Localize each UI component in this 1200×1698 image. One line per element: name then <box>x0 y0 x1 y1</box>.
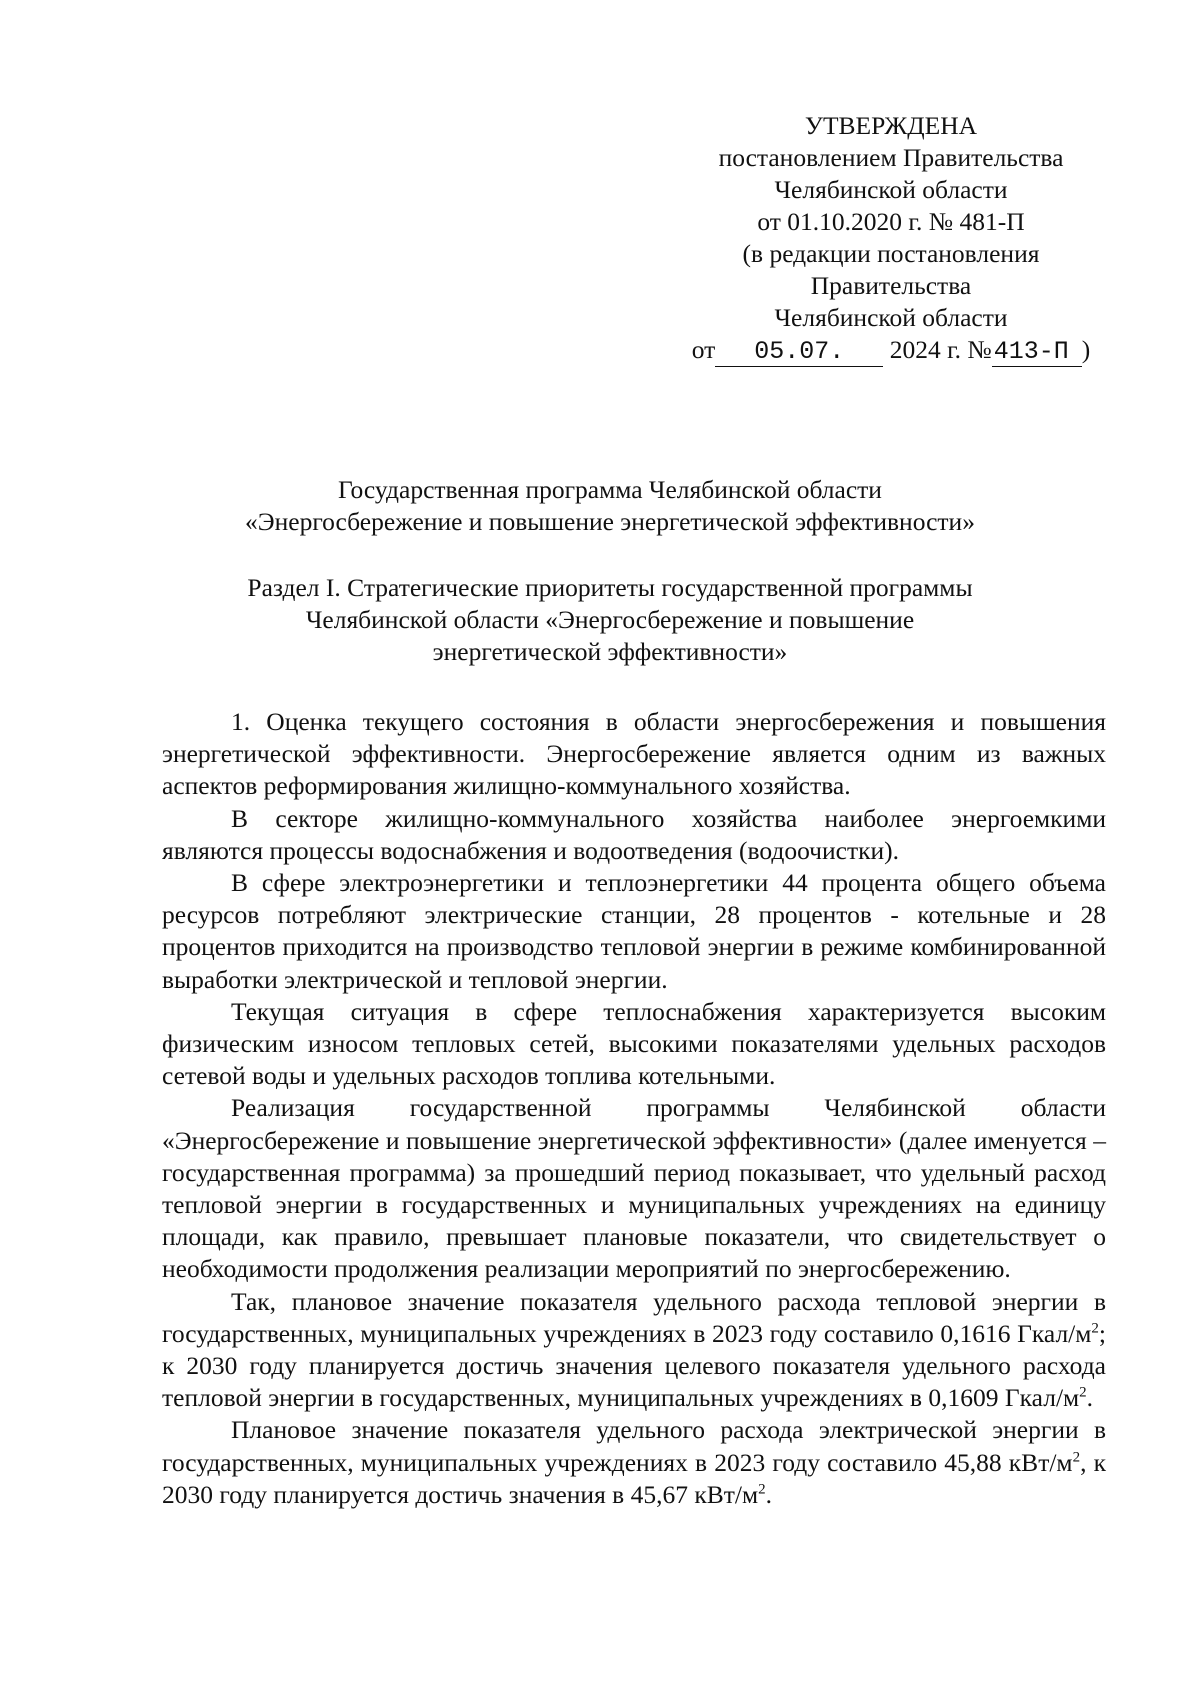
date-field: 05.07. <box>715 338 883 367</box>
text-run: . <box>1086 1383 1094 1413</box>
text-run: , к 2030 году планируется достичь значения в 45,67 кВт/м <box>162 1447 1107 1509</box>
section-title-line: энергетической эффективности» <box>432 637 788 666</box>
paragraph: 1. Оценка текущего состояния в области энергосбережения и повышения энергетической эффективности. Энергосбережение является одним из важных аспектов реформирования жилищно-коммунального хозяйства. <box>162 707 1106 801</box>
text-run: . <box>765 1479 772 1509</box>
approval-date-line <box>676 334 1106 367</box>
text-run: ; к 2030 году планируется достичь значения целевого показателя удельного расхода тепловой энергии в государственных, муниципальных учреждениях в 0,1609 Гкал/м <box>162 1318 1106 1413</box>
closing-paren: ) <box>1081 335 1091 364</box>
approval-line: постановлением Правительства <box>718 143 1064 172</box>
text-run: Так, плановое значение показателя удельного расхода тепловой энергии в государственных, муниципальных учреждениях в 2023 году составило 0,1616 Гкал/м <box>162 1286 1106 1348</box>
section-title <box>180 572 1040 668</box>
paragraph: В сфере электроэнергетики и теплоэнергетики 44 процента общего объема ресурсов потребляют электрические станции, 28 процентов - котельные и 28 процентов приходится на производство тепловой энергии в режиме комбинированной выработки электрической и тепловой энергии. <box>162 868 1106 994</box>
paragraph-electricity-indicator <box>162 1414 1106 1511</box>
paragraph: В секторе жилищно-коммунального хозяйства наиболее энергоемкими являются процессы водоснабжения и водоотведения (водоочистки). <box>162 803 1106 865</box>
approval-line: Правительства <box>810 271 972 300</box>
program-title-line: «Энергосбережение и повышение энергетической эффективности» <box>245 507 975 536</box>
resolution-number-field: 413-П <box>992 338 1082 367</box>
superscript: 2 <box>1079 1384 1087 1401</box>
program-title-line: Государственная программа Челябинской области <box>338 475 882 504</box>
approval-line: от 01.10.2020 г. № 481-П <box>757 207 1025 236</box>
body-text <box>162 706 1106 1511</box>
paragraph: Реализация государственной программы Челябинской области «Энергосбережение и повышение энергетической эффективности» (далее именуется – государственная программа) за прошедший период показывает, что удельный расход тепловой энергии в государственных и муниципальных учреждениях на единицу площади, как правило, превышает плановые показатели, что свидетельствует о необходимости продолжения реализации мероприятий по энергосбережению. <box>162 1093 1106 1284</box>
superscript: 2 <box>758 1481 766 1498</box>
approval-line: Челябинской области <box>774 303 1008 332</box>
date-prefix: от <box>691 335 716 364</box>
approval-line: (в редакции постановления <box>742 239 1040 268</box>
approval-heading: УТВЕРЖДЕНА <box>804 111 978 140</box>
year-number-text: 2024 г. № <box>889 335 992 364</box>
text-run: Плановое значение показателя удельного расхода электрической энергии в государственных, муниципальных учреждениях в 2023 году составило 45,88 кВт/м <box>162 1415 1106 1477</box>
approval-stamp-block <box>676 110 1106 367</box>
section-title-line: Раздел I. Стратегические приоритеты государственной программы <box>247 573 973 602</box>
program-title <box>180 474 1040 538</box>
approval-line: Челябинской области <box>774 175 1008 204</box>
paragraph-heat-indicator <box>162 1286 1106 1415</box>
superscript: 2 <box>1091 1320 1099 1337</box>
section-title-line: Челябинской области «Энергосбережение и повышение <box>305 605 915 634</box>
paragraph: Текущая ситуация в сфере теплоснабжения характеризуется высоким физическим износом тепловых сетей, высокими показателями удельных расходов сетевой воды и удельных расходов топлива котельными. <box>162 996 1106 1091</box>
superscript: 2 <box>1072 1449 1081 1466</box>
